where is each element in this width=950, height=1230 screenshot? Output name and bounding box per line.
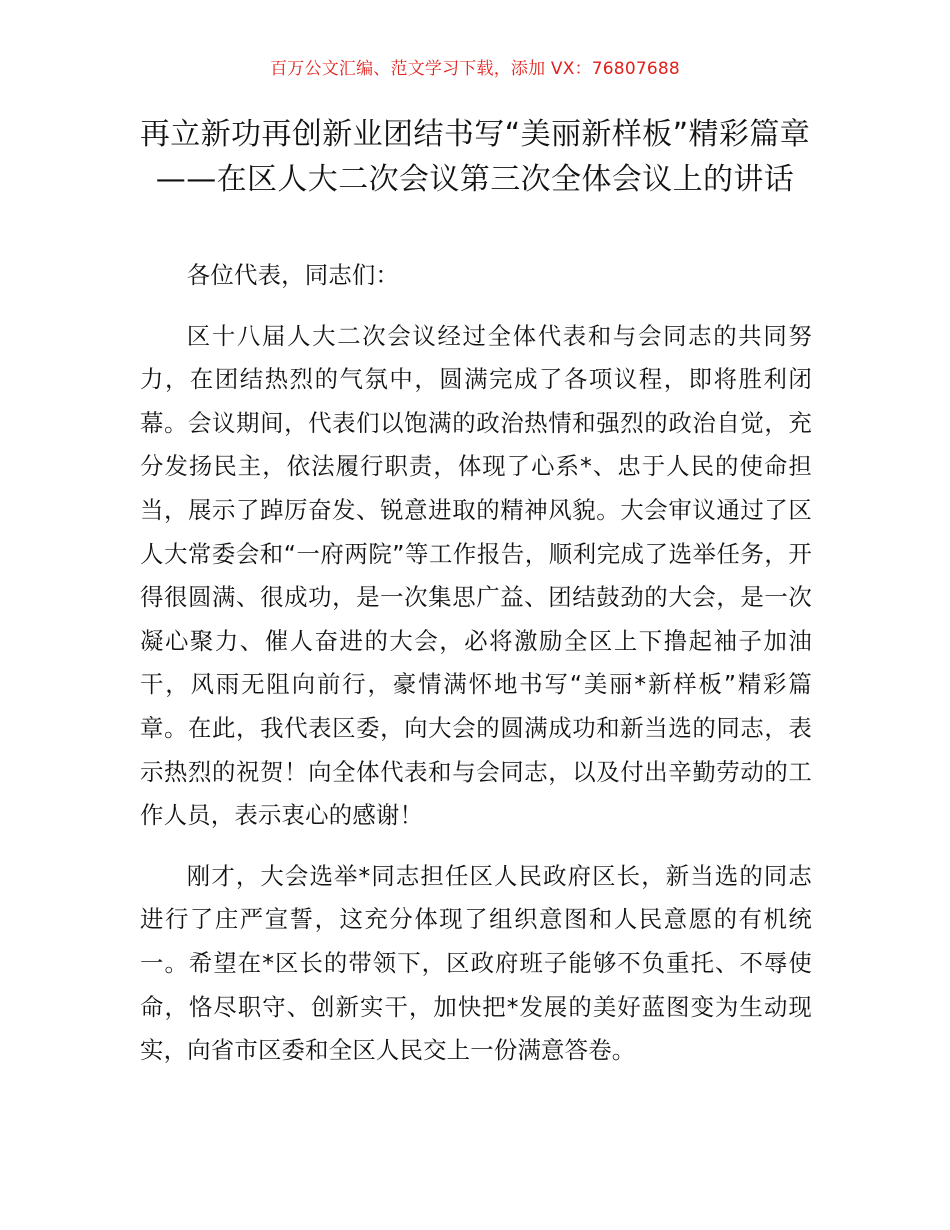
document-body (140, 254, 812, 1073)
promo-banner: 百万公文汇编、范文学习下载，添加 VX：76807688 (270, 59, 680, 79)
greeting: 各位代表，同志们： (186, 261, 400, 289)
document-title: 再立新功再创新业团结书写“美丽新样板”精彩篇章——在区人大二次会议第三次全体会议上的讲话 (139, 117, 811, 197)
paragraph: 刚才，大会选举*同志担任区人民政府区长，新当选的同志进行了庄严宣誓，这充分体现了组织意图和人民意愿的有机统一。希望在*区长的带领下，区政府班子能够不负重托、不辱使命，恪尽职守、创新实干，加快把*发展的美好蓝图变为生动现实，向省市区委和全区人民交上一份满意答卷。 (140, 861, 812, 1065)
paragraph: 区十八届人大二次会议经过全体代表和与会同志的共同努力，在团结热烈的气氛中，圆满完成了各项议程，即将胜利闭幕。会议期间，代表们以饱满的政治热情和强烈的政治自觉，充分发扬民主，依法履行职责，体现了心系*、忠于人民的使命担当，展示了踔厉奋发、锐意进取的精神风貌。大会审议通过了区人大常委会和“一府两院”等工作报告，顺利完成了选举任务，开得很圆满、很成功，是一次集思广益、团结鼓劲的大会，是一次凝心聚力、催人奋进的大会，必将激励全区上下撸起袖子加油干，风雨无阻向前行，豪情满怀地书写“美丽*新样板”精彩篇章。在此，我代表区委，向大会的圆满成功和新当选的同志，表示热烈的祝贺！向全体代表和与会同志，以及付出辛勤劳动的工作人员，表示衷心的感谢！ (140, 321, 812, 830)
